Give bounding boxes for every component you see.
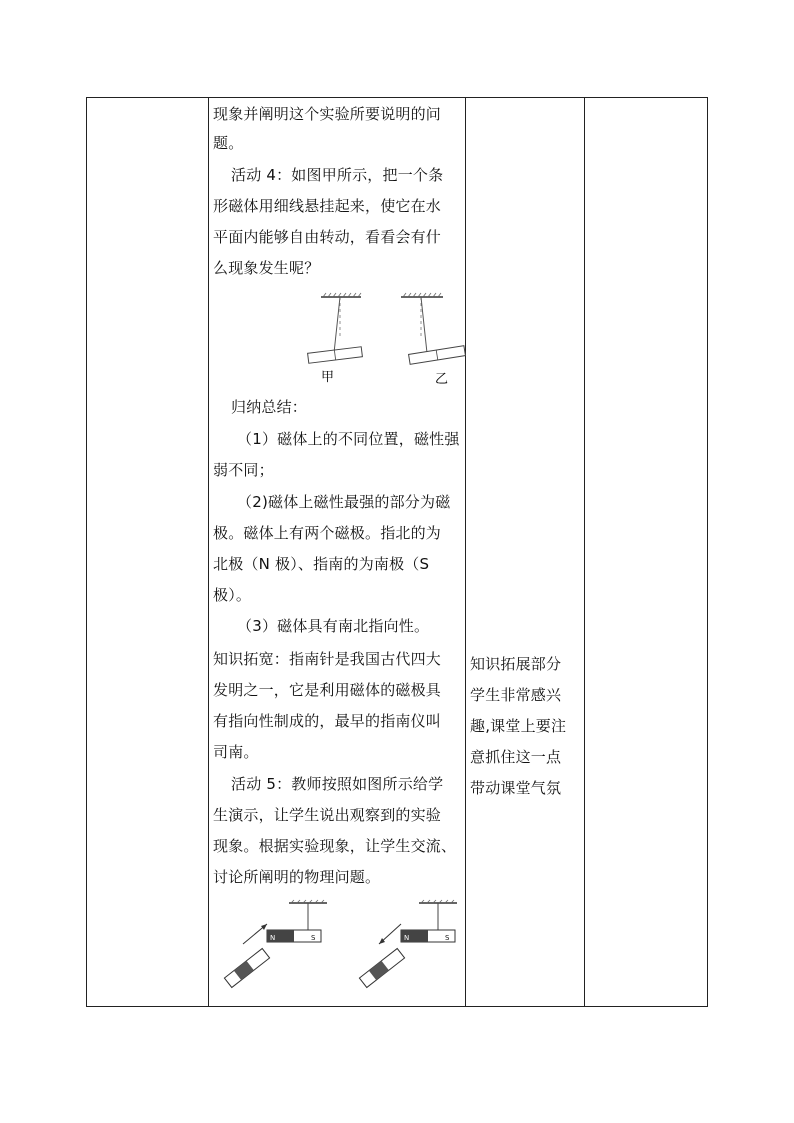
text-line: 生演示，让学生说出观察到的实验 <box>213 806 442 824</box>
text-line: 弱不同； <box>213 461 274 479</box>
note-line: 知识拓展部分 <box>470 655 562 673</box>
text-line: 极。磁体上有两个磁极。指北的为 <box>213 524 442 542</box>
note-line: 意抓住这一点 <box>470 748 562 766</box>
text-line: 极）。 <box>213 586 252 604</box>
text-line: 么现象发生呢？ <box>213 259 320 277</box>
text-line: 题。 <box>213 134 244 152</box>
text-line: 活动 4：如图甲所示，把一个条 <box>231 166 444 184</box>
s-pole-label: S <box>311 934 316 942</box>
column-divider <box>465 98 466 1006</box>
suspended-magnet-figure <box>303 291 473 386</box>
text-line: 现象并阐明这个实验所要说明的问 <box>213 105 442 123</box>
column-divider <box>208 98 209 1006</box>
lesson-table <box>86 97 708 1007</box>
activity-column <box>213 98 459 1006</box>
text-line: 讨论所阐明的物理问题。 <box>213 868 381 886</box>
n-pole-label: N <box>404 934 410 942</box>
text-line: （3）磁体具有南北指向性。 <box>237 617 430 635</box>
text-line: 发明之一，它是利用磁体的磁极具 <box>213 681 442 699</box>
note-line: 带动课堂气氛 <box>470 779 562 797</box>
n-pole-label: N <box>270 934 276 942</box>
note-line: 学生非常感兴 <box>470 686 562 704</box>
text-line: 平面内能够自由转动，看看会有什 <box>213 228 442 246</box>
text-line: 活动 5：教师按照如图所示给学 <box>231 775 444 793</box>
magnet-interaction-figure <box>217 900 462 992</box>
figure-label-yi: 乙 <box>435 372 449 387</box>
text-line: 形磁体用细线悬挂起来，使它在水 <box>213 197 442 215</box>
column-divider <box>584 98 585 1006</box>
text-line: （2)磁体上磁性最强的部分为磁 <box>237 493 451 511</box>
text-line: 北极（N 极）、指南的为南极（S <box>213 555 430 573</box>
text-line: 现象。根据实验现象，让学生交流、 <box>213 837 457 855</box>
text-line: （1）磁体上的不同位置，磁性强 <box>237 430 460 448</box>
summary-title: 归纳总结： <box>231 398 308 416</box>
note-line: 趣,课堂上要注 <box>470 717 567 735</box>
text-line: 知识拓宽：指南针是我国古代四大 <box>213 650 442 668</box>
figure-label-jia: 甲 <box>321 370 335 385</box>
text-line: 有指向性制成的，最早的指南仪叫 <box>213 712 442 730</box>
text-line: 司南。 <box>213 743 259 761</box>
s-pole-label: S <box>445 934 450 942</box>
